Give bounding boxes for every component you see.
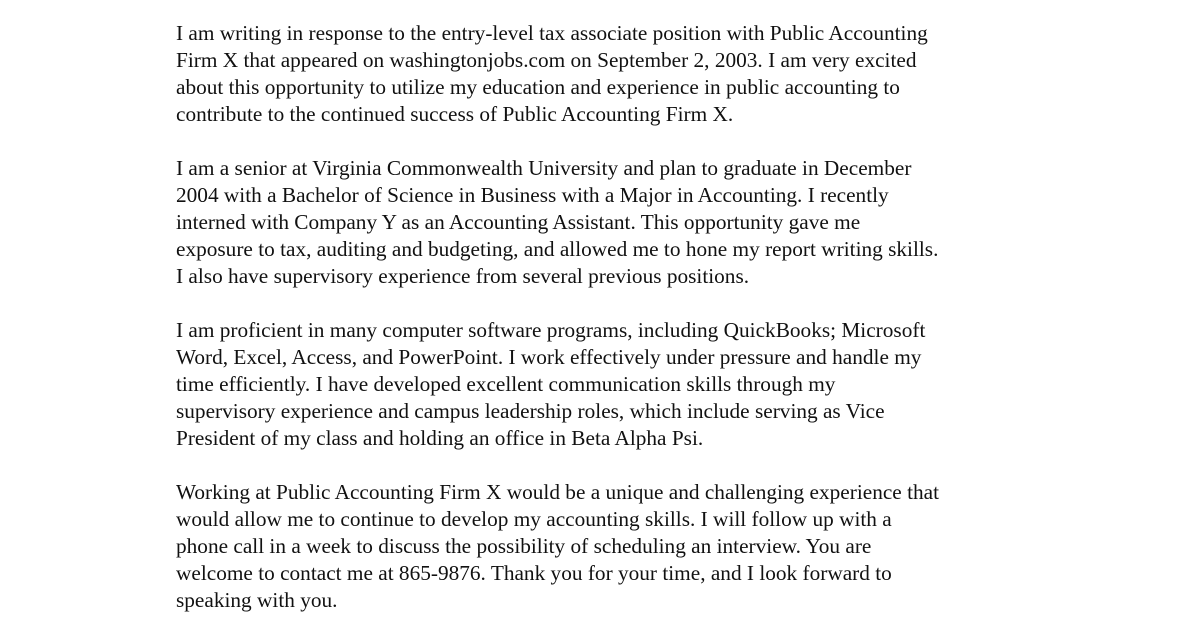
text-line: phone call in a week to discuss the possibility of scheduling an interview. You are	[176, 534, 872, 558]
text-line: supervisory experience and campus leadership roles, which include serving as Vice	[176, 399, 885, 423]
text-line: Word, Excel, Access, and PowerPoint. I work effectively under pressure and handle my	[176, 345, 922, 369]
text-line: President of my class and holding an office in Beta Alpha Psi.	[176, 426, 704, 450]
text-line: exposure to tax, auditing and budgeting, and allowed me to hone my report writing skills.	[176, 237, 939, 261]
paragraph-skills	[176, 317, 1036, 452]
text-line: speaking with you.	[176, 588, 338, 612]
text-line: time efficiently. I have developed excellent communication skills through my	[176, 372, 836, 396]
paragraph-education	[176, 155, 1036, 290]
paragraph-position-interest	[176, 20, 1036, 128]
text-line: interned with Company Y as an Accounting Assistant. This opportunity gave me	[176, 210, 861, 234]
text-line: contribute to the continued success of Public Accounting Firm X.	[176, 102, 734, 126]
paragraph-closing	[176, 479, 1036, 614]
text-line: I am a senior at Virginia Commonwealth University and plan to graduate in December	[176, 156, 912, 180]
text-line: welcome to contact me at 865-9876. Thank you for your time, and I look forward to	[176, 561, 892, 585]
text-line: would allow me to continue to develop my accounting skills. I will follow up with a	[176, 507, 892, 531]
text-line: Firm X that appeared on washingtonjobs.com on September 2, 2003. I am very excited	[176, 48, 917, 72]
text-line: I am writing in response to the entry-level tax associate position with Public Accounting	[176, 21, 928, 45]
text-line: Working at Public Accounting Firm X would be a unique and challenging experience that	[176, 480, 940, 504]
cover-letter-body	[176, 20, 1036, 641]
text-line: 2004 with a Bachelor of Science in Business with a Major in Accounting. I recently	[176, 183, 889, 207]
text-line: I also have supervisory experience from several previous positions.	[176, 264, 750, 288]
text-line: I am proficient in many computer software programs, including QuickBooks; Microsoft	[176, 318, 926, 342]
text-line: about this opportunity to utilize my education and experience in public accounting to	[176, 75, 900, 99]
